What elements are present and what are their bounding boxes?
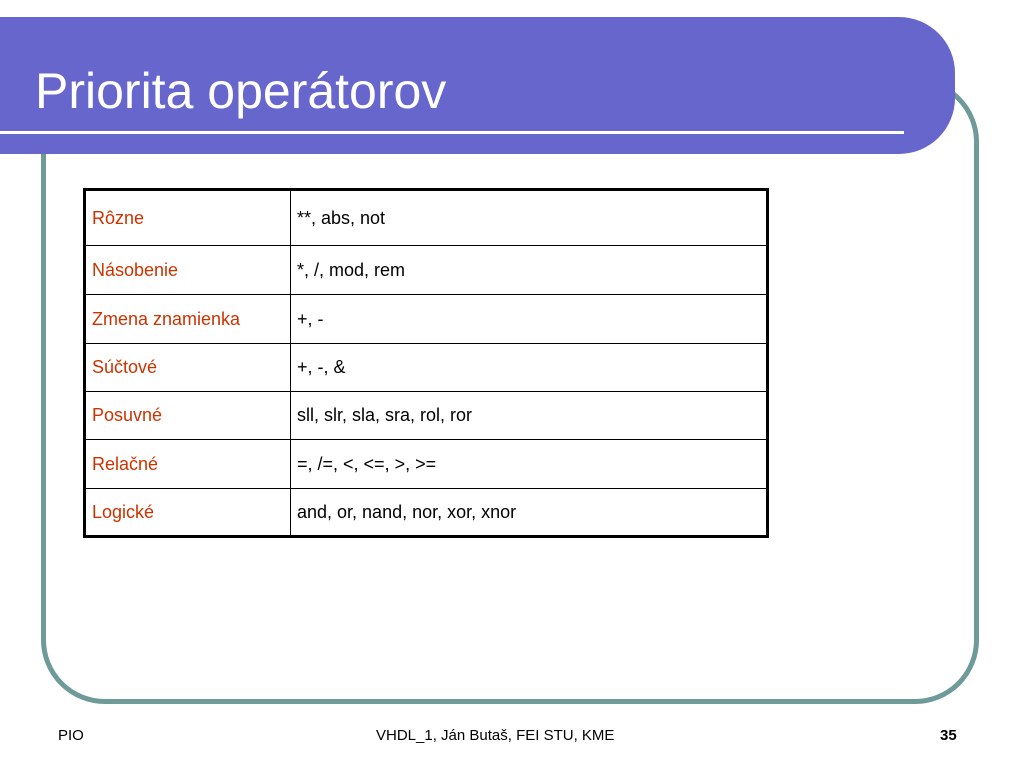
table-row (85, 489, 768, 537)
category-cell: Zmena znamienka (85, 295, 291, 344)
category-cell: Relačné (85, 440, 291, 489)
operators-cell: **, abs, not (291, 190, 768, 246)
slide-title: Priorita operátorov (35, 63, 447, 119)
operators-cell: and, or, nand, nor, xor, xnor (291, 489, 768, 537)
table-row (85, 344, 768, 392)
category-cell: Rôzne (85, 190, 291, 246)
category-cell: Násobenie (85, 246, 291, 295)
table-row (85, 392, 768, 440)
table-row (85, 190, 768, 246)
category-cell: Posuvné (85, 392, 291, 440)
footer-course: PIO (58, 727, 84, 744)
page-number: 35 (940, 727, 957, 744)
title-underline (0, 131, 904, 134)
table-row (85, 440, 768, 489)
footer-author: VHDL_1, Ján Butaš, FEI STU, KME (376, 727, 615, 744)
operators-cell: sll, slr, sla, sra, rol, ror (291, 392, 768, 440)
operators-cell: =, /=, <, <=, >, >= (291, 440, 768, 489)
table-row (85, 246, 768, 295)
category-cell: Súčtové (85, 344, 291, 392)
operator-precedence-table (83, 188, 769, 538)
category-cell: Logické (85, 489, 291, 537)
operators-cell: +, -, & (291, 344, 768, 392)
table-row (85, 295, 768, 344)
operators-cell: +, - (291, 295, 768, 344)
operators-cell: *, /, mod, rem (291, 246, 768, 295)
